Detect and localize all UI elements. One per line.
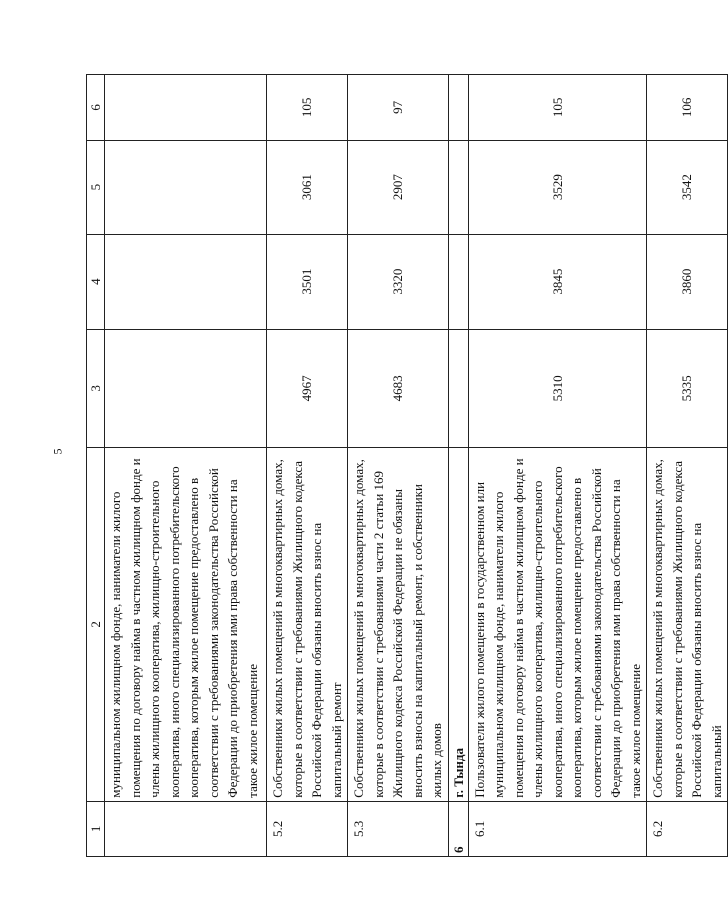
empty-cell bbox=[448, 234, 468, 329]
value-cell bbox=[105, 234, 267, 329]
value-cell bbox=[105, 140, 267, 234]
header-cell: 4 bbox=[87, 234, 105, 329]
table-wrapper bbox=[86, 74, 724, 857]
value-cell bbox=[105, 329, 267, 447]
value-cell: 3529 bbox=[468, 140, 647, 234]
header-cell: 3 bbox=[87, 329, 105, 447]
header-cell: 5 bbox=[87, 140, 105, 234]
row-description: Собственники жилых помещений в многоквартирных домах, которые в соответствии с требованиями Жилищного кодекса Российской Федерации обязаны вносить взнос на капитальный bbox=[647, 448, 728, 802]
row-description: Собственники жилых помещений в многоквартирных домах, которые в соответствии с требованиями Жилищного кодекса Российской Федерации обязаны вносить взнос на капитальный ремонт bbox=[267, 448, 348, 802]
table-header-row bbox=[87, 75, 105, 857]
city-name: г. Тында bbox=[448, 448, 468, 802]
table-row bbox=[468, 75, 647, 857]
page-number: 5 bbox=[50, 448, 65, 455]
value-cell: 3320 bbox=[348, 234, 449, 329]
value-cell: 3501 bbox=[267, 234, 348, 329]
row-description: Собственники жилых помещений в многоквартирных домах, которые в соответствии с требованиями части 2 статьи 169 Жилищного кодекса Российской Федерации не обязаны вносить взносы на капитальный ремонт, и собственники жилых домов bbox=[348, 448, 449, 802]
value-cell: 5335 bbox=[647, 329, 728, 447]
row-number: 5.2 bbox=[267, 801, 348, 856]
city-row bbox=[448, 75, 468, 857]
header-cell: 2 bbox=[87, 448, 105, 802]
row-number: 6.1 bbox=[468, 801, 647, 856]
tariff-table bbox=[86, 74, 728, 857]
value-cell: 2907 bbox=[348, 140, 449, 234]
table-row bbox=[348, 75, 449, 857]
header-cell: 1 bbox=[87, 801, 105, 856]
value-cell bbox=[105, 75, 267, 141]
value-cell: 105 bbox=[468, 75, 647, 141]
value-cell: 97 bbox=[348, 75, 449, 141]
row-number: 5.3 bbox=[348, 801, 449, 856]
value-cell: 3860 bbox=[647, 234, 728, 329]
value-cell: 5310 bbox=[468, 329, 647, 447]
table-row bbox=[105, 75, 267, 857]
row-number: 6.2 bbox=[647, 801, 728, 856]
header-cell: 6 bbox=[87, 75, 105, 141]
row-description: муниципальном жилищном фонде, наниматели жилого помещения по договору найма в частном жилищном фонде и члены жилищного кооператива, жилищно-строительного кооператива, иного специализированного потребительского кооператива, которым жилое помещение предоставлено в соответствии с требованиями законодательства Российской Федерации до приобретения ими права собственности на такое жилое помещение bbox=[105, 448, 267, 802]
value-cell: 3061 bbox=[267, 140, 348, 234]
row-description: Пользователи жилого помещения в государственном или муниципальном жилищном фонде, наниматели жилого помещения по договору найма в частном жилищном фонде и члены жилищного кооператива, жилищно-строительного кооператива, иного специализированного потребительского кооператива, которым жилое помещение предоставлено в соответствии с требованиями законодательства Российской Федерации до приобретения ими права собственности на такое жилое помещение bbox=[468, 448, 647, 802]
row-number bbox=[105, 801, 267, 856]
table-row bbox=[647, 75, 728, 857]
value-cell: 3845 bbox=[468, 234, 647, 329]
value-cell: 105 bbox=[267, 75, 348, 141]
empty-cell bbox=[448, 140, 468, 234]
empty-cell bbox=[448, 329, 468, 447]
value-cell: 106 bbox=[647, 75, 728, 141]
table-row bbox=[267, 75, 348, 857]
value-cell: 3542 bbox=[647, 140, 728, 234]
value-cell: 4683 bbox=[348, 329, 449, 447]
value-cell: 4967 bbox=[267, 329, 348, 447]
row-number: 6 bbox=[448, 801, 468, 856]
empty-cell bbox=[448, 75, 468, 141]
